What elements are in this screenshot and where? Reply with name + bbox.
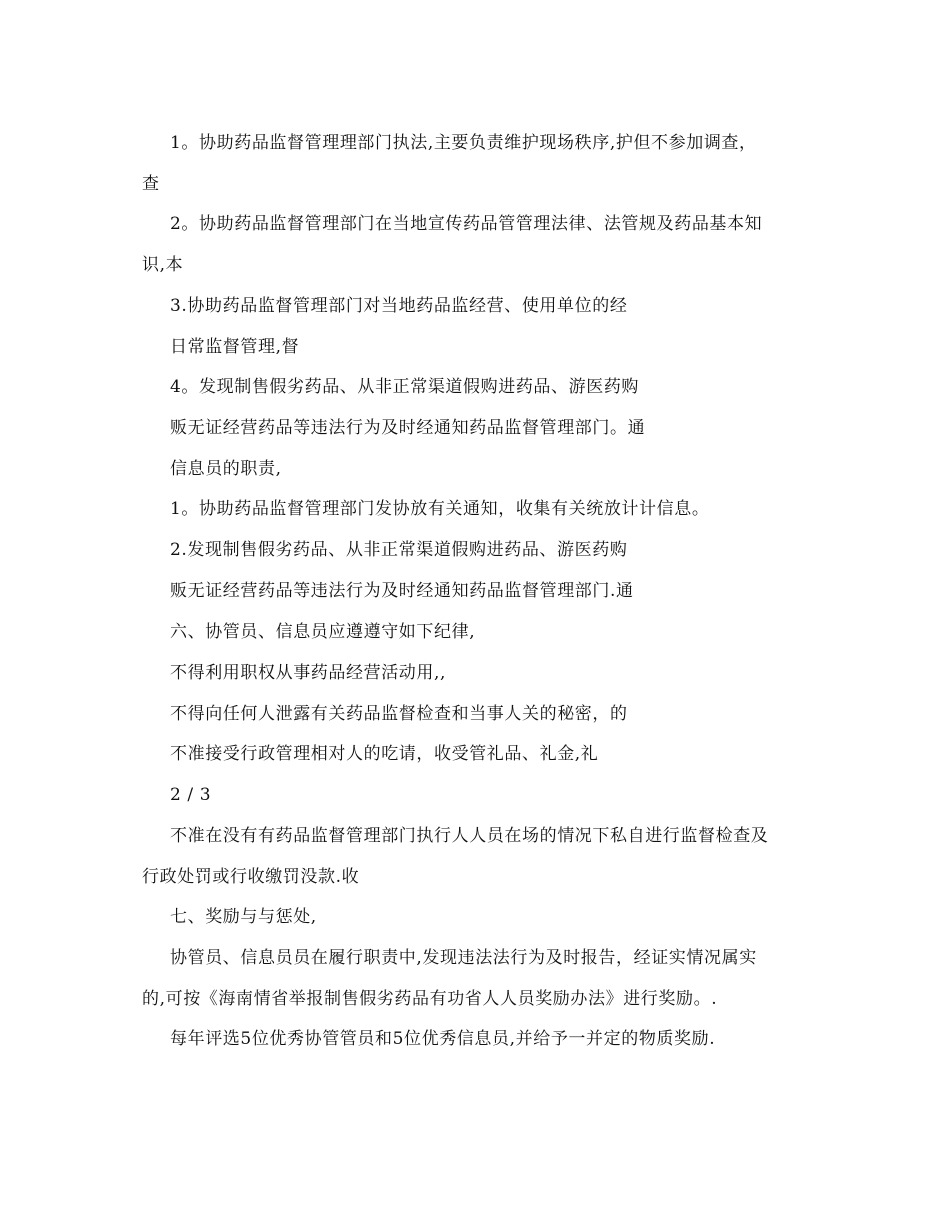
text-line: 不得利用职权从事药品经营活动用,, xyxy=(170,663,447,683)
text-line: 不准接受行政管理相对人的吃请，收受管礼品、礼金,礼 xyxy=(170,744,599,764)
text-line: 贩无证经营药品等违法行为及时经通知药品监督管理部门.通 xyxy=(170,581,634,601)
text-line: 3.协助药品监督管理部门对当地药品监经营、使用单位的经 xyxy=(170,296,628,316)
section-heading: 六、协管员、信息员应遵遵守如下纪律, xyxy=(170,622,476,642)
section-heading: 信息员的职责, xyxy=(170,459,282,479)
text-line: 的,可按《海南情省举报制售假劣药品有功省人人员奖励办法》进行奖励。. xyxy=(142,989,718,1009)
text-line: 4。发现制售假劣药品、从非正常渠道假购进药品、游医药购 xyxy=(170,377,640,397)
text-line: 日常监督管理,督 xyxy=(170,337,300,357)
text-line: 识,本 xyxy=(142,255,184,275)
text-line: 2。协助药品监督管理部门在当地宣传药品管管理法律、法管规及药品基本知 xyxy=(170,214,763,234)
text-line: 不得向任何人泄露有关药品监督检查和当事人关的秘密，的 xyxy=(170,704,628,724)
text-line: 贩无证经营药品等违法行为及时经通知药品监督管理部门。通 xyxy=(170,418,646,438)
page-number: 2 / 3 xyxy=(170,785,212,805)
section-heading: 七、奖励与与惩处, xyxy=(170,907,317,927)
text-line: 每年评选5位优秀协管管员和5位优秀信息员,并给予一并定的物质奖励. xyxy=(170,1029,716,1049)
text-line: 1。协助药品监督管理理部门执法,主要负责维护现场秩序,护但不参加调查， xyxy=(170,133,757,153)
text-line: 查 xyxy=(142,174,160,194)
text-line: 不准在没有有药品监督管理部门执行人人员在场的情况下私自进行监督检查及 xyxy=(170,826,769,846)
text-line: 1。协助药品监督管理部门发协放有关通知，收集有关统放计计信息。 xyxy=(170,499,710,519)
text-line: 协管员、信息员员在履行职责中,发现违法法行为及时报告，经证实情况属实 xyxy=(170,948,757,968)
text-line: 2.发现制售假劣药品、从非正常渠道假购进药品、游医药购 xyxy=(170,540,628,560)
text-line: 行政处罚或行收缴罚没款.收 xyxy=(142,867,360,887)
